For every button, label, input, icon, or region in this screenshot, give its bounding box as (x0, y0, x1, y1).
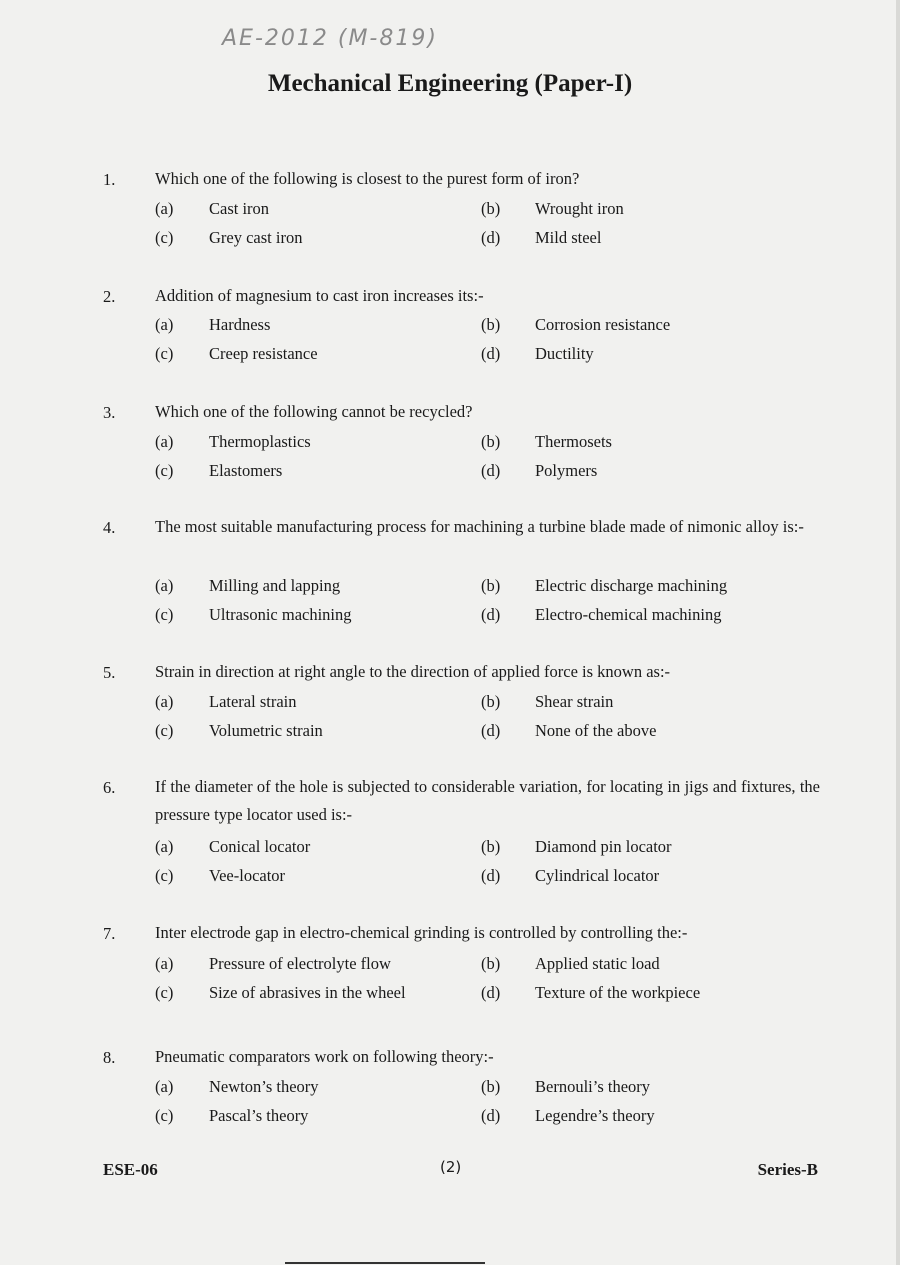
question-number: 4. (103, 518, 116, 537)
option-text: Milling and lapping (209, 576, 341, 595)
option-text: Polymers (535, 461, 598, 480)
option-label: (b) (481, 954, 501, 973)
option-label: (c) (155, 344, 174, 363)
option-text: Diamond pin locator (535, 837, 672, 856)
option-text: Pressure of electrolyte flow (209, 954, 391, 973)
option-label: (a) (155, 1077, 174, 1096)
question-number: 7. (103, 924, 116, 943)
option-label: (c) (155, 721, 174, 740)
option-text: Cast iron (209, 199, 270, 218)
option-text: Creep resistance (209, 344, 318, 363)
option-label: (b) (481, 315, 501, 334)
question-text: Addition of magnesium to cast iron increases its:- (155, 286, 484, 305)
question-text: Which one of the following is closest to the purest form of iron? (155, 169, 580, 188)
option-label: (b) (481, 199, 501, 218)
option-label: (d) (481, 721, 501, 740)
option-text: Shear strain (535, 692, 614, 711)
option-label: (b) (481, 1077, 501, 1096)
option-label: (c) (155, 1106, 174, 1125)
option-text: Mild steel (535, 228, 602, 247)
handwritten-note: AE-2012 (M-819) (222, 26, 438, 51)
question-number: 5. (103, 663, 116, 682)
question-text: Inter electrode gap in electro-chemical grinding is controlled by controlling the:- (155, 923, 688, 942)
option-text: Size of abrasives in the wheel (209, 983, 406, 1002)
option-text: Applied static load (535, 954, 660, 973)
option-text: Vee-locator (209, 866, 286, 885)
option-text: Bernouli’s theory (535, 1077, 651, 1096)
page-edge (896, 0, 900, 1265)
question-text: The most suitable manufacturing process for machining a turbine blade made of nimonic alloy is:- (155, 517, 804, 536)
option-text: Ductility (535, 344, 594, 363)
option-label: (a) (155, 954, 174, 973)
option-label: (b) (481, 692, 501, 711)
bottom-divider (285, 1262, 485, 1264)
option-label: (d) (481, 344, 501, 363)
option-label: (a) (155, 432, 174, 451)
option-label: (a) (155, 199, 174, 218)
option-text: Newton’s theory (209, 1077, 319, 1096)
option-label: (d) (481, 983, 501, 1002)
option-label: (a) (155, 315, 174, 334)
option-text: Corrosion resistance (535, 315, 671, 334)
option-text: Cylindrical locator (535, 866, 660, 885)
option-text: Grey cast iron (209, 228, 303, 247)
option-text: Lateral strain (209, 692, 297, 711)
question-text: Pneumatic comparators work on following theory:- (155, 1047, 494, 1066)
question-number: 2. (103, 287, 116, 306)
option-text: Electro-chemical machining (535, 605, 722, 624)
option-text: Thermoplastics (209, 432, 311, 451)
option-text: Elastomers (209, 461, 283, 480)
question-text: Which one of the following cannot be recycled? (155, 402, 473, 421)
option-label: (c) (155, 983, 174, 1002)
question-number: 3. (103, 403, 116, 422)
option-text: None of the above (535, 721, 657, 740)
question-text: If the diameter of the hole is subjected to considerable variation, for locating in jigs and fixtures, the pressure type locator used is:- (155, 777, 820, 824)
page-number: (2) (440, 1158, 462, 1176)
option-label: (a) (155, 837, 174, 856)
option-label: (d) (481, 605, 501, 624)
option-label: (d) (481, 1106, 501, 1125)
question-number: 8. (103, 1048, 116, 1067)
option-text: Conical locator (209, 837, 311, 856)
question-number: 1. (103, 170, 116, 189)
option-label: (c) (155, 605, 174, 624)
option-text: Thermosets (535, 432, 612, 451)
option-label: (c) (155, 461, 174, 480)
page-title: Mechanical Engineering (Paper-I) (267, 70, 633, 97)
option-text: Ultrasonic machining (209, 605, 352, 624)
option-label: (b) (481, 576, 501, 595)
option-text: Legendre’s theory (535, 1106, 655, 1125)
option-label: (c) (155, 228, 174, 247)
option-label: (a) (155, 692, 174, 711)
option-text: Pascal’s theory (209, 1106, 309, 1125)
option-text: Electric discharge machining (535, 576, 728, 595)
option-label: (d) (481, 228, 501, 247)
option-label: (c) (155, 866, 174, 885)
option-text: Hardness (209, 315, 271, 334)
question-text: Strain in direction at right angle to the direction of applied force is known as:- (155, 662, 671, 681)
option-text: Volumetric strain (209, 721, 323, 740)
option-label: (d) (481, 866, 501, 885)
option-label: (b) (481, 432, 501, 451)
series-label: Series-B (757, 1160, 818, 1179)
question-number: 6. (103, 778, 116, 797)
option-text: Texture of the workpiece (535, 983, 701, 1002)
option-label: (d) (481, 461, 501, 480)
option-label: (b) (481, 837, 501, 856)
option-text: Wrought iron (535, 199, 624, 218)
paper-code: ESE-06 (103, 1160, 158, 1179)
option-label: (a) (155, 576, 174, 595)
